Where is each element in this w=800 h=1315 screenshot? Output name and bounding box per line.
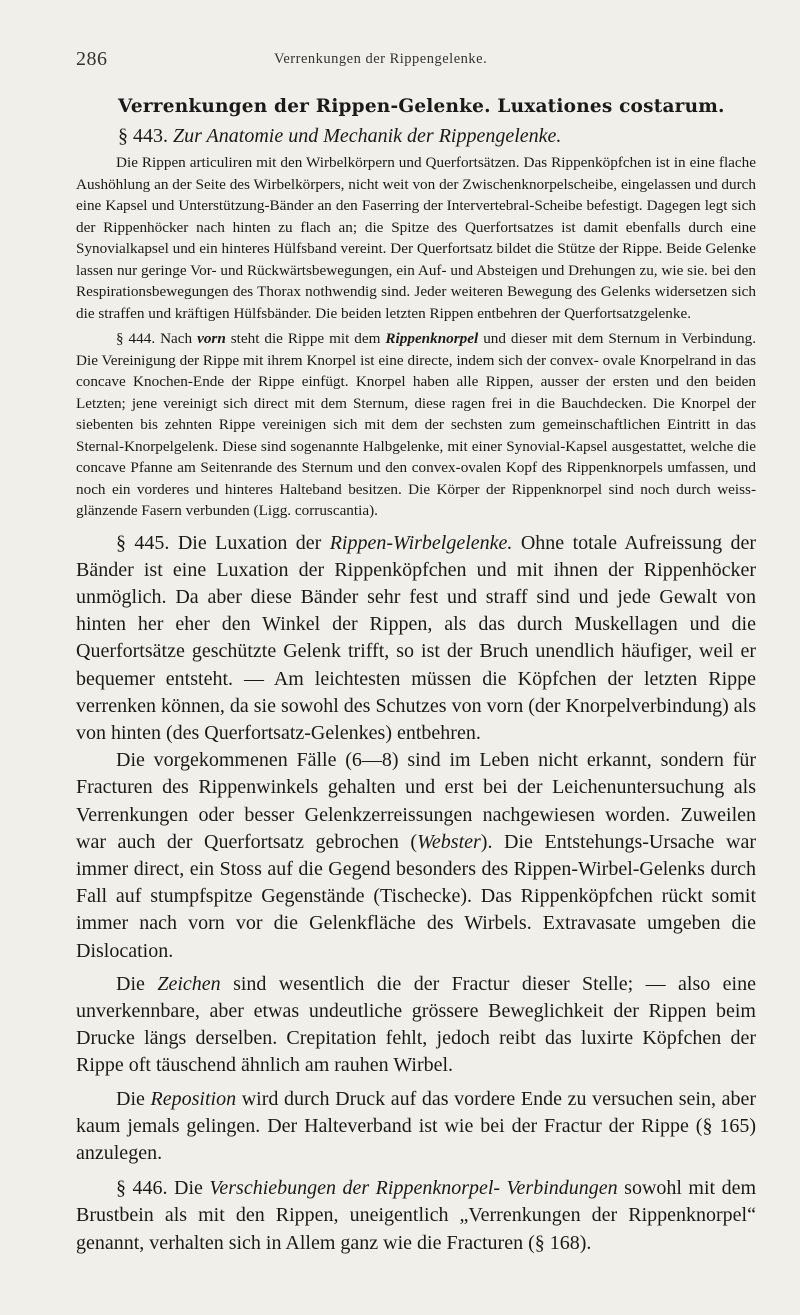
section-444-mid: steht die Rippe mit dem <box>230 330 381 347</box>
running-head <box>76 48 756 78</box>
section-444-vorn: vorn <box>197 330 226 347</box>
section-443-number: § 443. <box>118 125 168 147</box>
section-444-number: § 444. <box>116 330 156 347</box>
section-443-heading <box>118 125 756 148</box>
signs-post: sind wesentlich die der Fractur dieser Stelle; — also eine unverkennbare, aber etwas undeutliche grössere Beweglichkeit der Rippen beim Drucke längs derselben. Crepitation fehlt, jedoch reibt das luxirte Köpfchen der Rippe oft täuschend ähnlich am rauhen Wirbel. <box>76 972 756 1077</box>
section-445-number: § 445. <box>116 531 170 554</box>
chapter-heading: Verrenkungen der Rippen-Gelenke. Luxationes costarum. <box>118 96 725 117</box>
signs-pre: Die <box>116 972 145 995</box>
section-444-paragraph <box>76 328 756 522</box>
section-445-text: Ohne totale Aufreissung der Bänder ist eine Luxation der Rippenköpfchen und mit ihnen der Rippenhöcker unmöglich. Da aber diese Bänder sehr fest und straff sind und jede Gewalt von hinten her eher den Winkel der Rippen, als das durch Muskellagen und die Querfortsätze geschützte Gelenk trifft, so ist der Bruch unendlich häufiger, weil er bequemer entsteht. — Am leichtesten müssen die Köpfchen der letzten Rippe verrenken können, da sie sowohl des Schutzes von vorn (der Knorpelverbindung) als von hinten (des Querfortsatz-Gelenkes) entbehren. <box>76 531 757 744</box>
section-446-title: Verschiebungen der Rippenknorpel- Verbindungen <box>209 1177 618 1200</box>
small-print-block <box>76 152 756 522</box>
cases-author: Webster <box>417 830 481 853</box>
large-print-block <box>76 530 756 1257</box>
section-445-cases-paragraph <box>76 747 756 965</box>
section-445-title: Rippen-Wirbelgelenke. <box>329 531 513 554</box>
signs-term: Zeichen <box>157 972 221 995</box>
section-445-signs-paragraph <box>76 971 756 1080</box>
cases-pre: Die vorgekommenen Fälle (6—8) sind im Leben nicht erkannt, sondern für Fracturen des Rippenwinkels gehalten und erst bei der Leichenuntersuchung als Verrenkungen oder besser Gelenkzerreissungen nachgewiesen worden. Zuweilen war auch der Querfortsatz gebrochen ( <box>76 749 756 853</box>
reposition-pre: Die <box>116 1087 145 1110</box>
running-title: Verrenkungen der Rippengelenke. <box>274 51 488 67</box>
section-446-text: sowohl mit dem Brustbein als mit den Rippen, uneigentlich „Verrenkungen der Rippenknorpel“ genannt, verhalten sich in Allem ganz wie die Fracturen (§ 168). <box>76 1177 757 1254</box>
section-445-reposition-paragraph <box>76 1086 756 1168</box>
section-445-pre: Die Luxation der <box>177 531 322 554</box>
section-444-pre: Nach <box>160 330 193 347</box>
cases-post: ). Die Entstehungs-Ursache war immer direct, ein Stoss auf die Gegend besonders des Rippen-Wirbel-Gelenks durch Fall auf stumpfspitze Gegenstände (Tischecke). Das Rippenköpfchen rückt somit immer nach vorn vor die Gelenkfläche des Wirbels. Extravasate umgeben die Dislocation. <box>76 830 756 962</box>
reposition-term: Reposition <box>150 1087 237 1110</box>
section-446-number: § 446. <box>116 1177 168 1200</box>
section-446-pre: Die <box>174 1177 203 1200</box>
section-444-term: Rippenknorpel <box>385 330 479 347</box>
section-443-title: Zur Anatomie und Mechanik der Rippengelenke. <box>173 125 562 147</box>
reposition-post: wird durch Druck auf das vordere Ende zu versuchen sein, aber kaum jemals gelingen. Der Halteverband ist wie bei der Fractur der Rippe (§ 165) anzulegen. <box>76 1087 757 1164</box>
section-445-paragraph <box>76 530 756 748</box>
section-443-text: Die Rippen articuliren mit den Wirbelkörpern und Querfortsätzen. Das Rippenköpfchen ist in eine flache Aushöhlung an der Seite des Wirbelkörpers, nicht weit von der Zwischenknorpelscheibe, eingelassen und durch eine Kapsel und Unterstützung-Bänder an den Faserring der Intervertebral-Scheibe befestigt. Dagegen legt sich der Rippenhöcker nach hinten zu flach an; die Spitze des Querfortsatzes ist damit ebenfalls durch eine Synovialkapsel und ein hinteres Hülfsband vereint. Der Querfortsatz bildet die Stütze der Rippe. Beide Gelenke lassen nur geringe Vor- und Rückwärtsbewegungen, ein Auf- und Absteigen und Drehungen zu, wie sie. bei den Respirationsbewegungen des Thorax nothwendig sind. Jeder weiteren Bewegung des Gelenks widersetzen sich die straffen und kräftigen Hülfsbänder. Die beiden letzten Rippen entbehren der Querfortsatzgelenke. <box>76 154 756 322</box>
section-446-paragraph <box>76 1175 756 1257</box>
section-444-rest: und dieser mit dem Sternum in Verbindung. Die Vereinigung der Rippe mit ihrem Knorpel ist eine directe, indem sich der convex- ovale Knorpelrand in das concave Knochen-Ende der Rippe einfügt. Knorpel haben alle Rippen, ausser der ersten und den beiden Letzten; jene vereinigt sich direct mit dem Sternum, diese ragen frei in die Bauchdecken. Die Knorpel der siebenten bis zehnten Rippe vereinigen sich mit dem der sechsten zum gemeinschaftlichen Eintritt in das Sternal-Knorpelgelenk. Diese sind sogenannte Halbgelenke, mit einer Synovial-Kapsel ausgestattet, welche die concave Pfanne am Seitenrande des Sternum und den convex-ovalen Kopf des Rippenknorpels umfassen, und noch ein vorderes und hinteres Halteband besitzen. Die Körper der Rippenknorpel sind noch durch weiss-glänzende Fasern verbunden (Ligg. corruscantia). <box>76 330 756 519</box>
page-number: 286 <box>76 48 108 70</box>
